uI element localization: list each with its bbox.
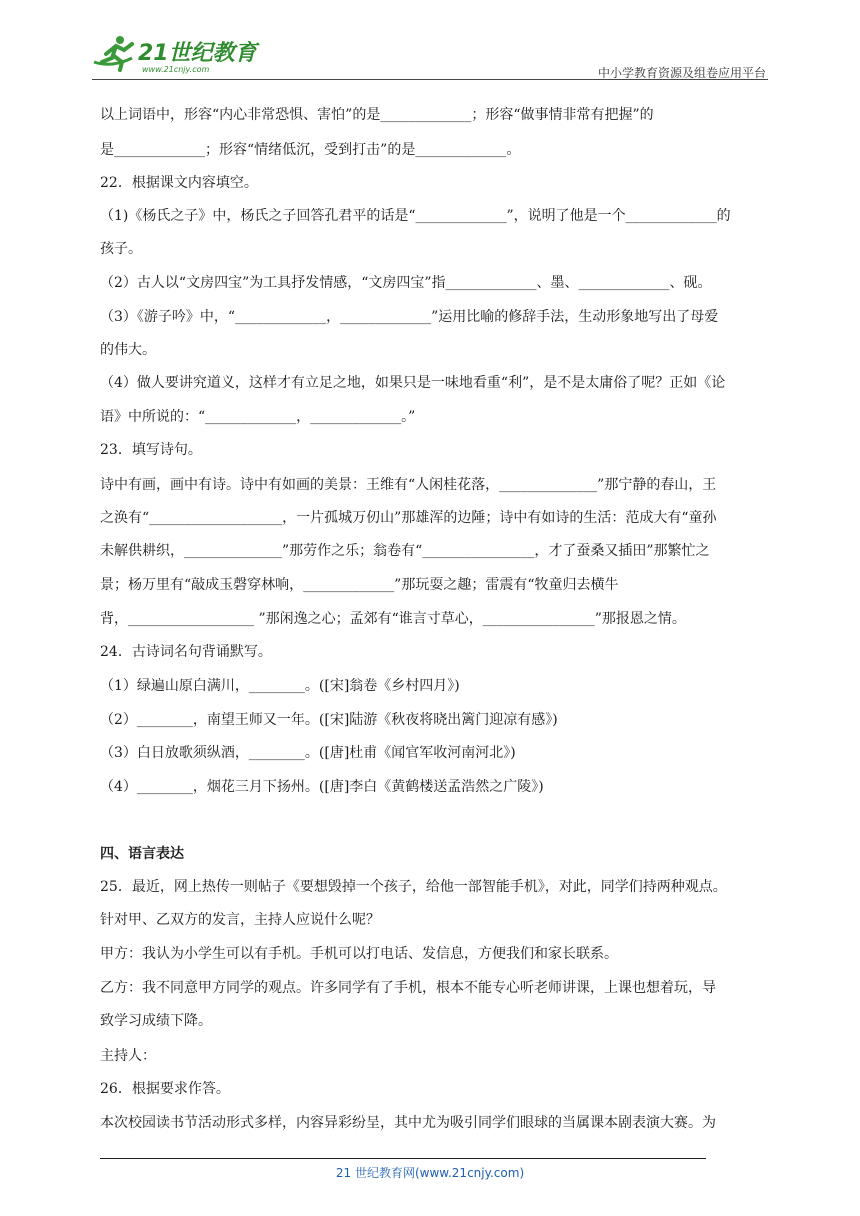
svg-text:www.21cnjy.com: www.21cnjy.com: [142, 65, 210, 74]
header-divider: [92, 79, 768, 80]
text-line: 甲方：我认为小学生可以有手机。手机可以打电话、发信息，方便我们和家长联系。: [100, 946, 618, 962]
text-line: （2）古人以“文房四宝”为工具抒发情感，“文房四宝”指_____________、墨、_____________、砚。: [100, 275, 712, 291]
text-line: （4）________，烟花三月下扬州。([唐]李白《黄鹤楼送孟浩然之广陵》): [100, 779, 544, 795]
page-header: [92, 30, 768, 80]
text-line: 25．最近，网上热传一则帖子《要想毁掉一个孩子，给他一部智能手机》，对此，同学们持两种观点。: [100, 879, 727, 895]
text-line: （3）白日放歌须纵酒，________。([唐]杜甫《闻官军收河南河北》): [100, 745, 516, 761]
text-line: 之涣有“___________________，一片孤城万仞山”那雄浑的边陲；诗中有如诗的生活：范成大有“童孙: [100, 510, 717, 526]
text-line: 未解供耕织，______________”那劳作之乐；翁卷有“________________，才了蚕桑又插田”那繁忙之: [100, 543, 710, 559]
question-22-title: 22．根据课文内容填空。: [100, 175, 258, 191]
text-line: 乙方：我不同意甲方同学的观点。许多同学有了手机，根本不能专心听老师讲课，上课也想着玩，导: [100, 980, 716, 996]
svg-text:21世纪教育: 21世纪教育: [138, 41, 257, 66]
question-26-title: 26．根据要求作答。: [100, 1081, 230, 1097]
text-line: 本次校园读书节活动形式多样，内容异彩纷呈，其中尤为吸引同学们眼球的当属课本剧表演大赛。为: [100, 1115, 716, 1131]
page-footer: 21 世纪教育网(www.21cnjy.com): [335, 1166, 525, 1180]
text-line: 主持人：: [100, 1048, 156, 1064]
text-line: 诗中有画，画中有诗。诗中有如画的美景：王维有“人闲桂花落，______________”那宁静的春山，王: [100, 477, 717, 493]
text-line: 语》中所说的：“_____________，_____________。”: [100, 409, 416, 425]
text-line: 是_____________；形容“情绪低沉，受到打击”的是_____________。: [100, 142, 521, 158]
question-23-title: 23．填写诗句。: [100, 442, 202, 458]
text-line: （2）________，南望王师又一年。([宋]陆游《秋夜将晓出篱门迎凉有感》): [100, 712, 558, 728]
text-line: （1)《杨氏之子》中，杨氏之子回答孔君平的话是“_____________”，说明了他是一个_____________的: [100, 208, 731, 224]
text-line: 景；杨万里有“敲成玉磬穿林响，_____________”那玩耍之趣；雷震有“牧童归去横牛: [100, 577, 619, 593]
text-line: 以上词语中，形容“内心非常恐惧、害怕”的是_____________；形容“做事情非常有把握”的: [100, 107, 654, 123]
text-line: （1）绿遍山原白满川，________。([宋]翁卷《乡村四月》): [100, 678, 460, 694]
footer-divider: [100, 1158, 706, 1159]
text-line: （4）做人要讲究道义，这样才有立足之地，如果只是一味地看重“利”，是不是太庸俗了呢？正如《论: [100, 375, 726, 391]
section-title: 四、语言表达: [100, 846, 184, 862]
text-line: （3）《游子吟》中，“_____________，_____________”运用比喻的修辞手法，生动形象地写出了母爱: [100, 309, 719, 325]
text-line: 致学习成绩下降。: [100, 1013, 212, 1029]
text-line: 针对甲、乙双方的发言，主持人应说什么呢？: [100, 912, 380, 928]
text-line: 的伟大。: [100, 342, 156, 358]
text-line: 孩子。: [100, 241, 142, 257]
site-logo: [92, 32, 262, 76]
question-24-title: 24．古诗词名句背诵默写。: [100, 644, 272, 660]
platform-name: 中小学教育资源及组卷应用平台: [597, 66, 766, 80]
text-line: 背，__________________ ”那闲逸之心；孟郊有“谁言寸草心，________________”那报恩之情。: [100, 611, 686, 627]
